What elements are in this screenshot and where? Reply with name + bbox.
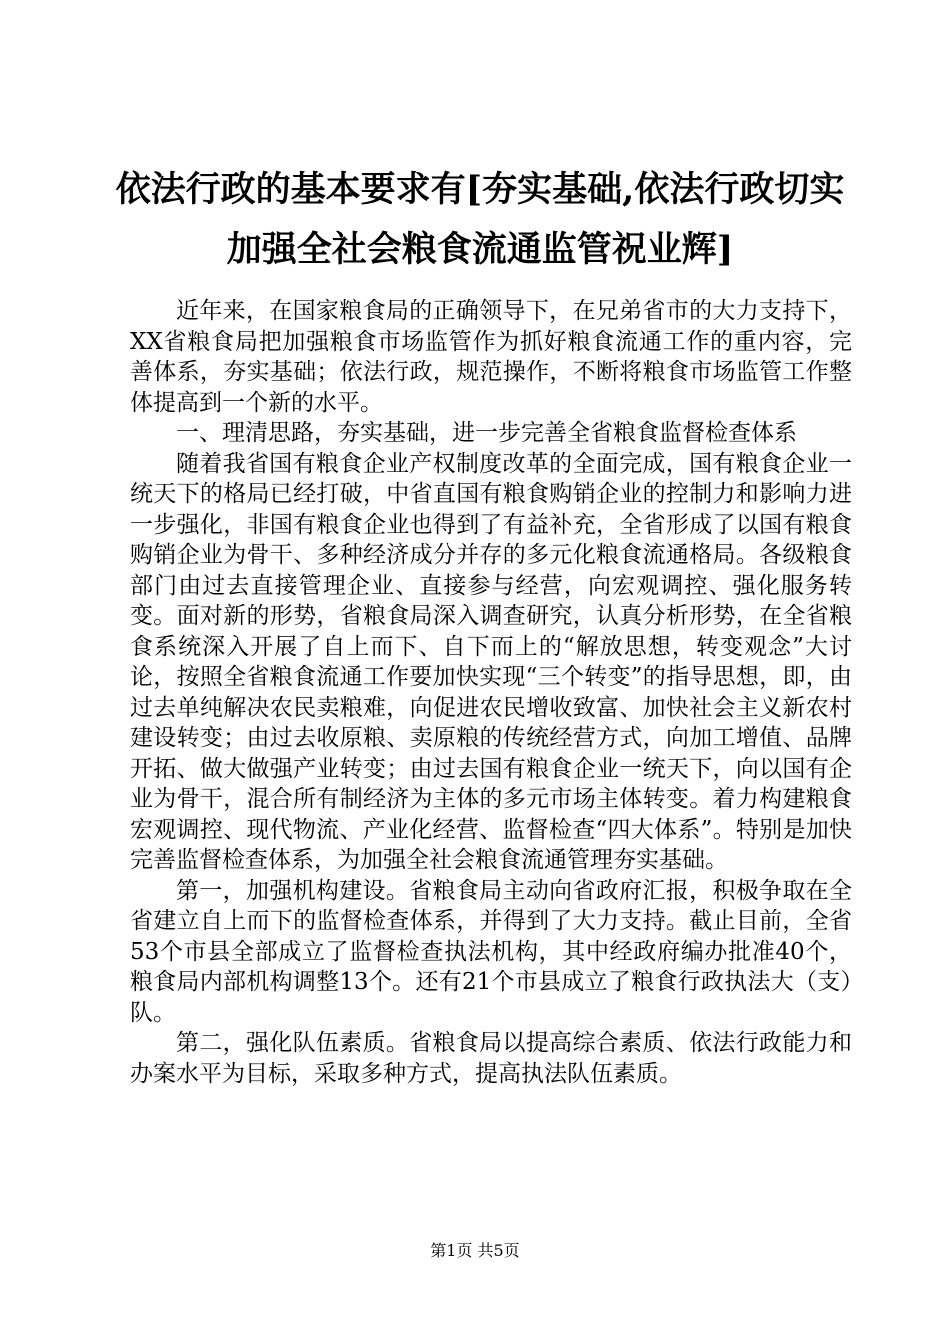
section-heading-1: 一、理清思路，夯实基础，进一步完善全省粮食监督检查体系 bbox=[176, 420, 797, 446]
paragraph-first: 第一，加强机构建设。省粮食局主动向省政府汇报，积极争取在全省建立自上而下的监督检查体系，并得到了大力支持。截止目前，全省53个市县全部成立了监督检查执法机构，其中经政府编办批准40个，粮食局内部机构调整13个。还有21个市县成立了粮食行政执法大（支）队。 bbox=[130, 877, 852, 1026]
document-title: 依法行政的基本要求有[夯实基础,依法行政切实加强全社会粮食流通监管祝业辉] bbox=[115, 169, 845, 270]
paragraph-reform: 随着我省国有粮食企业产权制度改革的全面完成，国有粮食企业一统天下的格局已经打破，中省直国有粮食购销企业的控制力和影响力进一步强化，非国有粮食企业也得到了有益补充，全省形成了以国有粮食购销企业为骨干、多种经济成分并存的多元化粮食流通格局。各级粮食部门由过去直接管理企业、直接参与经营，向宏观调控、强化服务转变。面对新的形势，省粮食局深入调查研究，认真分析形势，在全省粮食系统深入开展了自上而下、自下而上的“解放思想，转变观念”大讨论，按照全省粮食流通工作要加快实现“三个转变”的指导思想，即，由过去单纯解决农民卖粮难，向促进农民增收致富、加快社会主义新农村建设转变；由过去收原粮、卖原粮的传统经营方式，向加工增值、品牌开拓、做大做强产业转变；由过去国有粮食企业一统天下，向以国有企业为骨干，混合所有制经济为主体的多元市场主体转变。着力构建粮食宏观调控、现代物流、产业化经营、监督检查“四大体系”。特别是加快完善监督检查体系，为加强全社会粮食流通管理夯实基础。 bbox=[130, 450, 852, 873]
paragraph-second: 第二，强化队伍素质。省粮食局以提高综合素质、依法行政能力和办案水平为目标，采取多种方式，提高执法队伍素质。 bbox=[130, 1030, 852, 1087]
paragraph-intro: 近年来，在国家粮食局的正确领导下，在兄弟省市的大力支持下，XX省粮食局把加强粮食市场监管作为抓好粮食流通工作的重内容，完善体系，夯实基础；依法行政，规范操作，不断将粮食市场监管工作整体提高到一个新的水平。 bbox=[130, 298, 852, 416]
page-footer: 第1页 共5页 bbox=[430, 1241, 520, 1260]
document-body bbox=[130, 296, 852, 1089]
